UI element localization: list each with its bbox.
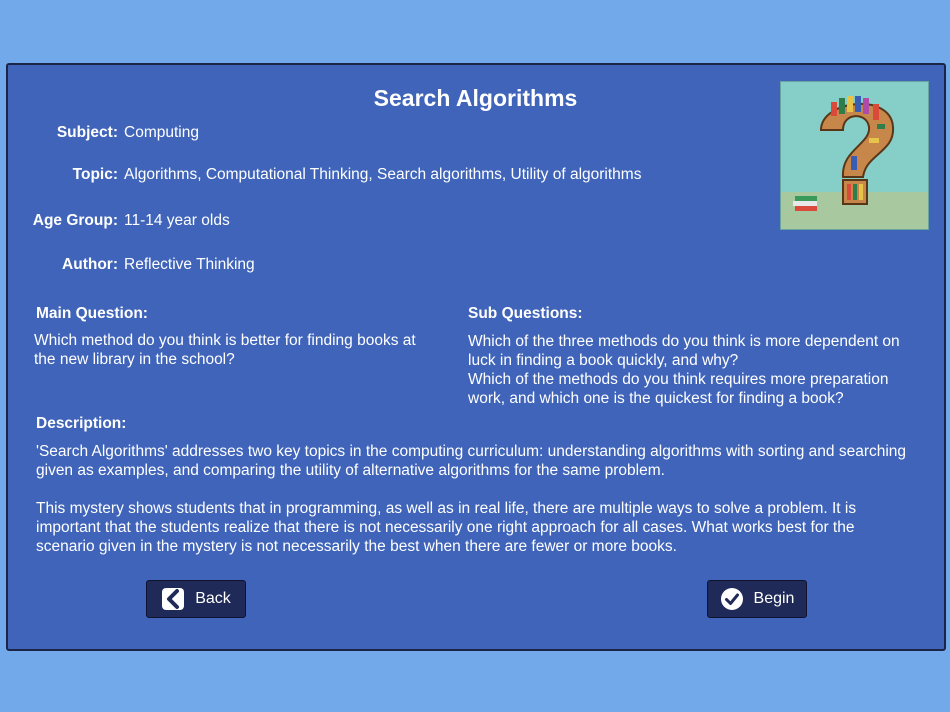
topic-value: Algorithms, Computational Thinking, Search algorithms, Utility of algorithms [124, 166, 642, 183]
sub-question-2: Which of the methods do you think requires more preparation work, and which one is the quickest for finding a book? [468, 371, 889, 407]
author-value: Reflective Thinking [124, 256, 255, 273]
question-mark-bookshelf-image [780, 81, 929, 230]
description-heading: Description: [36, 415, 127, 432]
subject-label: Subject: [56, 124, 118, 141]
chevron-left-icon [161, 587, 185, 611]
sub-questions-heading: Sub Questions: [468, 305, 583, 322]
back-button-label: Back [195, 590, 231, 607]
topic-label: Topic: [72, 166, 118, 183]
subject-value: Computing [124, 124, 199, 141]
main-question-text: Which method do you think is better for finding books at the new library in the school? [34, 332, 416, 368]
sub-question-1: Which of the three methods do you think is more dependent on luck in finding a book quickly, and why? [468, 333, 900, 369]
question-mark-icon [781, 82, 928, 229]
author-label: Author: [62, 256, 118, 273]
description-paragraph-2: This mystery shows students that in programming, as well as in real life, there are multiple ways to solve a problem. It is important that the students realize that there is not necessarily one right approach for all cases. What works best for the scenario given in the mystery is not necessarily the best when there are fewer or more books. [36, 500, 857, 555]
age-group-value: 11-14 year olds [124, 212, 230, 229]
age-group-label: Age Group: [32, 212, 118, 229]
sub-questions-text [468, 332, 928, 408]
begin-button-label: Begin [753, 590, 795, 607]
check-circle-icon [720, 587, 744, 611]
back-button[interactable] [146, 580, 246, 618]
description-paragraph-1: 'Search Algorithms' addresses two key topics in the computing curriculum: understanding algorithms with sorting and searching given as examples, and comparing the utility of alternative algorithms for the same problem. [36, 443, 907, 479]
page-title: Search Algorithms [373, 85, 578, 111]
mystery-detail-panel [6, 63, 946, 651]
main-question-heading: Main Question: [36, 305, 148, 322]
begin-button[interactable] [707, 580, 807, 618]
